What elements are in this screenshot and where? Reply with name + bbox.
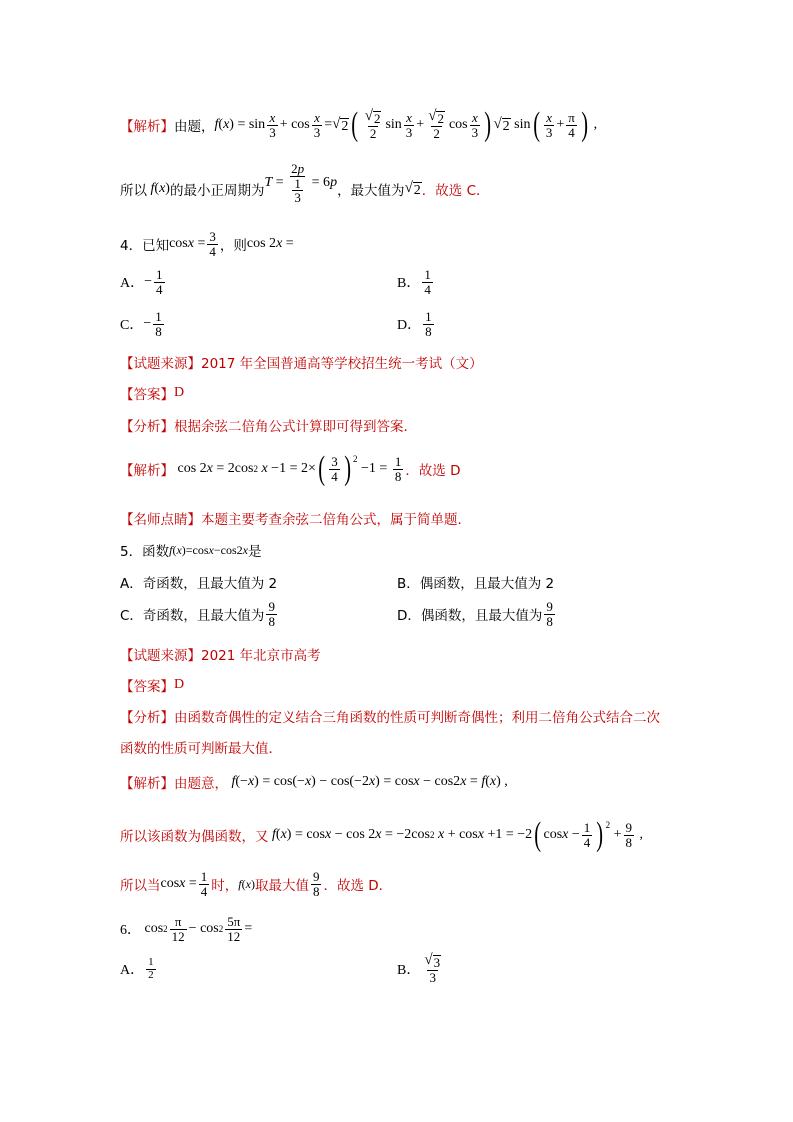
text: 所以当 <box>120 878 161 895</box>
text: ．故选 C． <box>421 183 490 200</box>
q5-solution-2: 所以该函数为偶函数，又 f ( x ) = cos x − cos 2 x = −2cos 2 x + cos x +1 = −2 ( cos x − $\frac{1}{4}$ ) $^2$ + $\frac{9}{8}$ , <box>120 816 644 853</box>
q4-option-d[interactable]: D． $\frac{1}{8}$ <box>397 309 432 339</box>
text: 5．函数 <box>120 544 170 560</box>
source-tag: 【试题来源】 <box>120 648 201 664</box>
q5-option-a[interactable] <box>120 572 277 592</box>
prev-solution-line2: 所以 f(x) 的最小正周期为 T = $\frac{2p}{\frac{1}{3}}$ = 6 p ，最大值为 √ 2 ．故选 C． <box>120 161 490 206</box>
source-tag: 【试题来源】 <box>120 356 201 372</box>
solution-tag: 【解析】 <box>120 776 174 792</box>
q6-stem: 6． cos 2 $\frac{\pi}{12}$ − cos 2 $\frac{5\pi}{12}$ = <box>120 914 253 944</box>
q4-option-a[interactable]: A． − $\frac{1}{4}$ <box>120 267 163 297</box>
option-label: C． <box>120 318 144 334</box>
text: 的最小正周期为 <box>169 183 265 200</box>
q5-option-d[interactable]: D．偶函数，且最大值为 $\frac{9}{8}$ <box>397 599 553 629</box>
q5-solution-3: 所以当 cosx = $\frac{1}{4}$ 时， f(x) 取最大值 $\frac{9}{8}$ ．故选 D． <box>120 869 393 899</box>
option-label: D． <box>397 318 422 334</box>
text: ．故选 D． <box>323 878 393 895</box>
answer-text: D <box>174 385 185 400</box>
q4-source <box>120 352 483 372</box>
option-label: A． <box>120 276 145 292</box>
answer-tag: 【答案】 <box>120 679 174 695</box>
q5-answer <box>120 675 184 695</box>
q5-analysis-2 <box>120 737 282 757</box>
solution-tag: 【解析】 <box>120 119 174 135</box>
solution-tag: 【解析】 <box>120 463 174 479</box>
q4-analysis <box>120 415 417 435</box>
solution-end: ．故选 D <box>405 463 461 479</box>
text: 6． <box>120 923 141 939</box>
text: 时， <box>211 878 239 895</box>
analysis-text: 函数的性质可判断最大值． <box>120 741 282 757</box>
q6-option-a[interactable]: A． $\frac{1}{2}$ <box>120 956 154 981</box>
q5-stem: 5．函数 f(x)=cosx−cos2x 是 <box>120 540 261 560</box>
q5-option-b[interactable] <box>397 572 554 592</box>
q4-option-c[interactable]: C． − $\frac{1}{8}$ <box>120 309 162 339</box>
analysis-text: 根据余弦二倍角公式计算即可得到答案． <box>174 419 417 435</box>
answer-tag: 【答案】 <box>120 387 174 403</box>
text: 所以 <box>120 183 147 200</box>
text: 所以该函数为偶函数，又 <box>120 829 269 845</box>
text: ，最大值为 <box>337 183 405 200</box>
text: 4．已知 <box>120 238 170 255</box>
analysis-tag: 【分析】 <box>120 710 174 726</box>
q4-option-b[interactable]: B． $\frac{1}{4}$ <box>397 267 431 297</box>
q4-solution: 【解析】 cos 2 x = 2cos 2 x −1 = 2× ( $\frac{3}{4}$ ) $^2$ −1 = $\frac{1}{8}$ ．故选 D <box>120 450 461 487</box>
q5-option-c[interactable]: C．奇函数，且最大值为 $\frac{9}{8}$ <box>120 599 275 629</box>
note-tag: 【名师点睛】 <box>120 512 201 528</box>
note-text: 本题主要考查余弦二倍角公式，属于简单题． <box>201 512 471 528</box>
option-text: B．偶函数，且最大值为 2 <box>397 576 555 592</box>
source-text: 2017 年全国普通高等学校招生统一考试（文） <box>201 356 483 372</box>
option-text: D．偶函数，且最大值为 <box>397 608 543 625</box>
formula: f ( x ) = sin $\frac{x}{3}$ + cos $\frac{x}{3}$ = √ 2 ( √ 2 2 sin $\frac{x}{3}$ + √ 2 2 cos $\frac{x}{3}$ ) √ 2 sin ( $\frac{x}{3}$ + $\frac{\pi}{4}$ ) , <box>214 106 598 143</box>
q4-stem: 4．已知 cosx = $\frac{3}{4}$ ，则 cos 2x = <box>120 229 294 259</box>
text: 取最大值 <box>254 878 309 895</box>
q5-solution-1: 【解析】 由题意， f(−x) = cos(−x) − cos(−2x) = cosx − cos2x = f(x) , <box>120 774 508 792</box>
text: 是 <box>247 544 262 560</box>
option-label: B． <box>397 962 421 978</box>
text: ，则 <box>219 238 247 255</box>
q4-note <box>120 508 471 528</box>
q5-source <box>120 644 321 664</box>
prev-solution-line1 <box>120 108 597 142</box>
q5-analysis-1 <box>120 706 660 726</box>
source-text: 2021 年北京市高考 <box>201 648 321 664</box>
q4-answer <box>120 383 184 403</box>
solution-lead: 由题意， <box>174 776 228 792</box>
option-label: B． <box>397 276 421 292</box>
analysis-text: 由函数奇偶性的定义结合三角函数的性质可判断奇偶性；利用二倍角公式结合二次 <box>174 710 660 726</box>
q6-option-b[interactable]: B． √ 3 3 <box>397 952 441 985</box>
analysis-tag: 【分析】 <box>120 419 174 435</box>
solution-lead: 由题， <box>174 119 215 135</box>
answer-text: D <box>174 677 185 692</box>
option-text: C．奇函数，且最大值为 <box>120 608 265 625</box>
option-text: A．奇函数，且最大值为 2 <box>120 576 278 592</box>
option-label: A． <box>120 963 145 979</box>
